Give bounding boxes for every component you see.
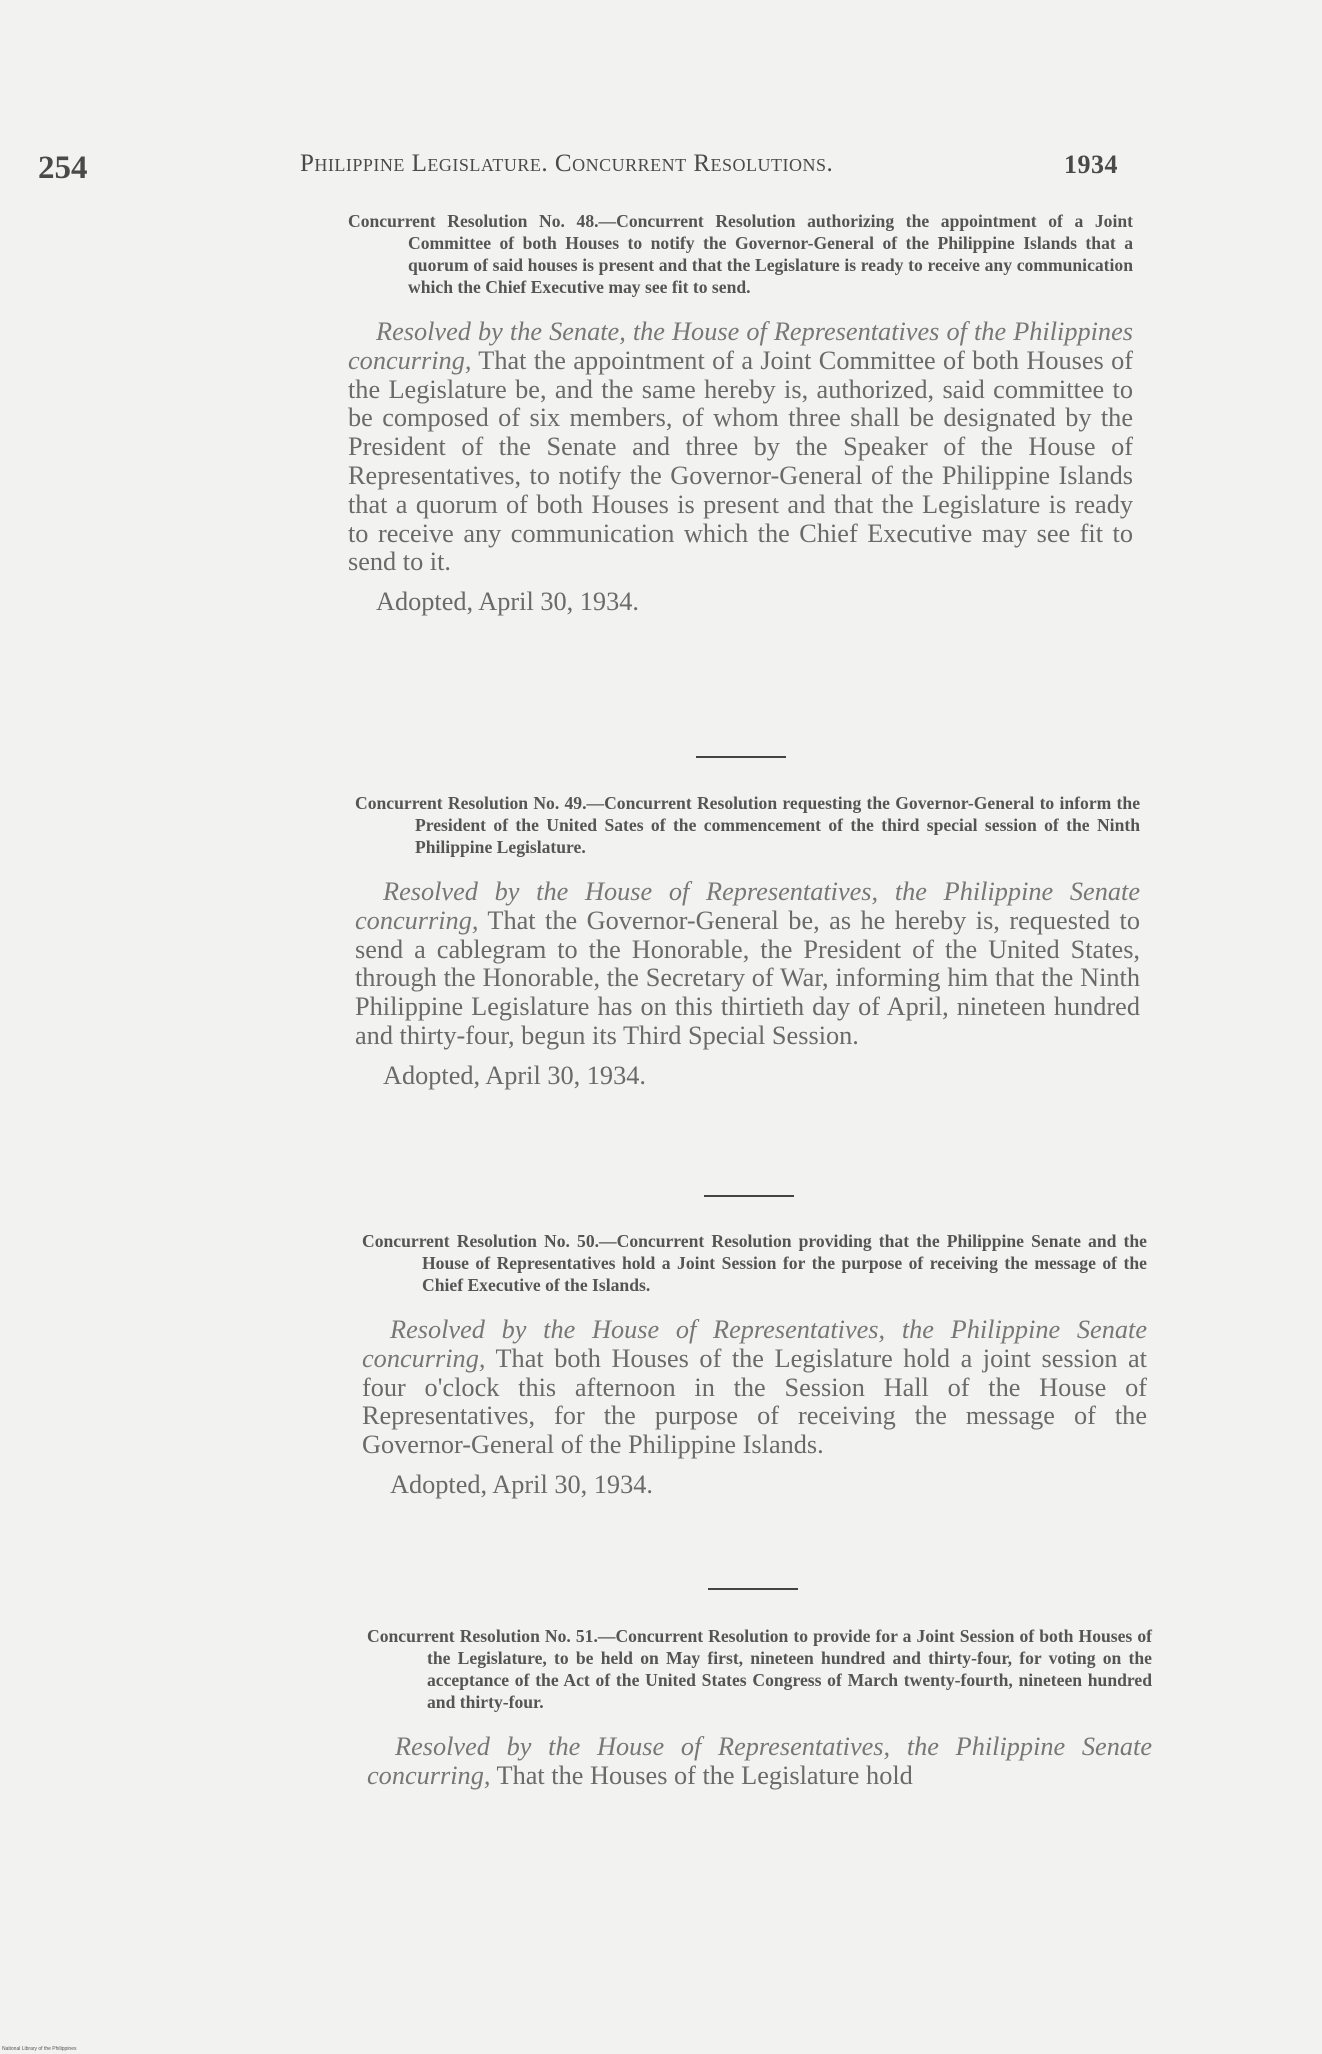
- resolution-text: That the Governor-General be, as he hereby is, requested to send a cablegram to the Honorable, the President of the United States, through the Honorable, the Secretary of War, informing him that the Ninth Philippine Legislature has on this thirtieth day of April, nineteen hundred and thirty-four, begun its Third Special Session.: [355, 905, 1140, 1050]
- resolution-title: Concurrent Resolution No. 50.—Concurrent Resolution providing that the Philippine Senate and the House of Representatives hold a Joint Session for the purpose of receiving the message of the Chief Executive of the Islands.: [362, 1231, 1147, 1295]
- resolution-50: [362, 1230, 1147, 1500]
- section-divider: [708, 1588, 798, 1590]
- section-divider: [696, 756, 786, 758]
- resolution-title: Concurrent Resolution No. 49.—Concurrent Resolution requesting the Governor-General to inform the President of the United Sates of the commencement of the third special session of the Ninth Philippine Legislature.: [355, 793, 1140, 857]
- resolution-48: [348, 210, 1133, 617]
- resolved-clause: Resolved by the House of Representatives, the Philippine Senate concurring,: [355, 877, 1140, 935]
- resolution-51: [367, 1625, 1152, 1791]
- resolution-title: Concurrent Resolution No. 51.—Concurrent Resolution to provide for a Joint Session of both Houses of the Legislature, to be held on May first, nineteen hundred and thirty-four, for voting on the acceptance of the Act of the United States Congress of March twenty-fourth, nineteen hundred and thirty-four.: [367, 1626, 1152, 1712]
- running-head-year: 1934: [1064, 150, 1118, 179]
- resolution-text: That the appointment of a Joint Committee of both Houses of the Legislature be, and the same hereby is, authorized, said committee to be composed of six members, of whom three shall be designated by the President of the Senate and three by the Speaker of the House of Representatives, to notify the Governor-General of the Philippine Islands that a quorum of both Houses is present and that the Legislature is ready to receive any communication which the Chief Executive may see fit to send to it.: [348, 345, 1133, 577]
- resolution-body: [362, 1316, 1147, 1460]
- page-number: 254: [38, 150, 88, 186]
- footer-credit: National Library of the Philippines: [2, 2046, 77, 2052]
- resolution-title: Concurrent Resolution No. 48.—Concurrent Resolution authorizing the appointment of a Joint Committee of both Houses to notify the Governor-General of the Philippine Islands that a quorum of said houses is present and that the Legislature is ready to receive any communication which the Chief Executive may see fit to send.: [348, 211, 1133, 297]
- resolved-clause: Resolved by the House of Representatives, the Philippine Senate concurring,: [367, 1732, 1152, 1790]
- adopted-date: Adopted, April 30, 1934.: [383, 1060, 646, 1090]
- resolution-49: [355, 792, 1140, 1091]
- resolution-body: [355, 878, 1140, 1051]
- resolution-body: [367, 1733, 1152, 1791]
- running-head-title: Philippine Legislature. Concurrent Resolutions.: [300, 150, 834, 177]
- section-divider: [704, 1195, 794, 1197]
- resolution-text: That the Houses of the Legislature hold: [490, 1760, 913, 1790]
- adopted-date: Adopted, April 30, 1934.: [390, 1469, 653, 1499]
- resolved-clause: Resolved by the House of Representatives, the Philippine Senate concurring,: [362, 1315, 1147, 1373]
- adopted-date: Adopted, April 30, 1934.: [376, 587, 639, 617]
- resolution-text: That both Houses of the Legislature hold a joint session at four o'clock this afternoon in the Session Hall of the House of Representatives, for the purpose of receiving the message of the Governor-General of the Philippine Islands.: [362, 1343, 1147, 1460]
- running-head: [300, 150, 1118, 180]
- resolution-body: [348, 318, 1133, 577]
- resolved-clause: Resolved by the Senate, the House of Representatives of the Philippines concurring,: [348, 317, 1133, 375]
